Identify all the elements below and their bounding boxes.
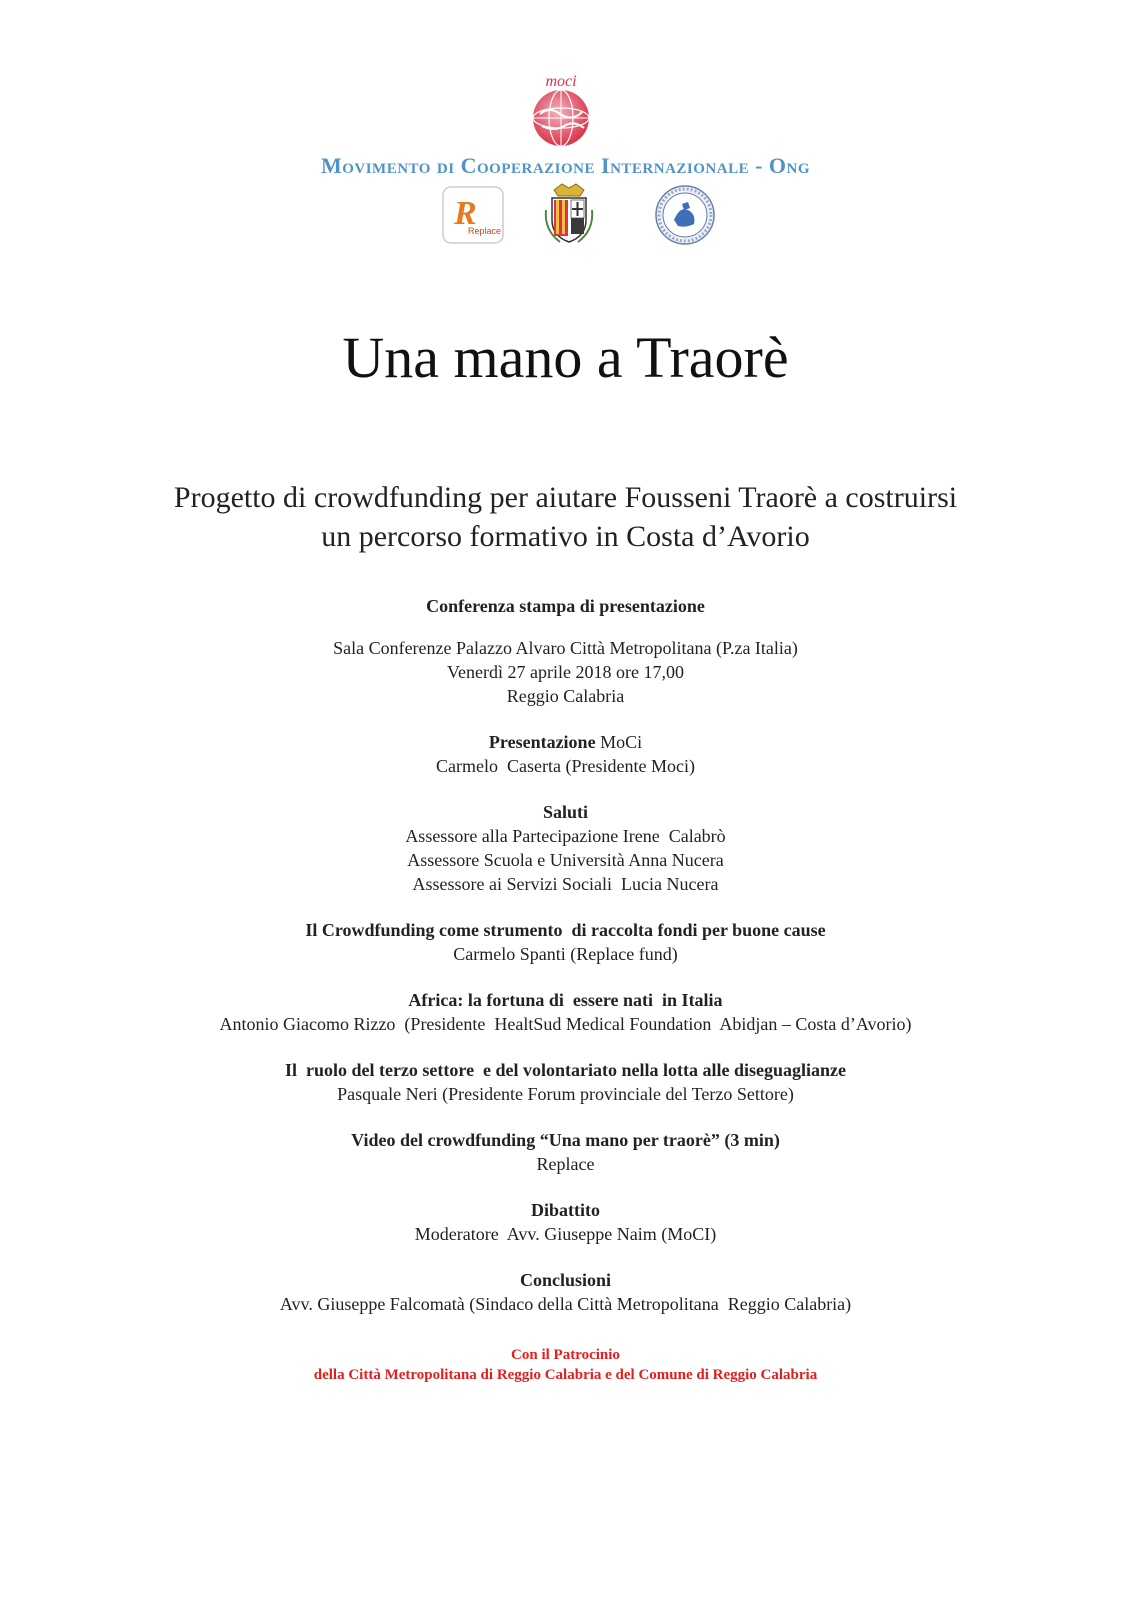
date-line: Venerdì 27 aprile 2018 ore 17,00 bbox=[447, 662, 684, 682]
subtitle-line-1: Progetto di crowdfunding per aiutare Fousseni Traorè a costruirsi bbox=[173, 481, 958, 514]
crowdfunding-heading: Il Crowdfunding come strumento di raccolta fondi per buone cause bbox=[305, 920, 826, 940]
metropolitan-seal-icon bbox=[654, 184, 716, 246]
africa-heading: Africa: la fortuna di essere nati in Italia bbox=[408, 990, 723, 1010]
svg-text:R: R bbox=[454, 195, 477, 232]
page-title: Una mano a Traorè bbox=[342, 325, 789, 390]
video-heading: Video del crowdfunding “Una mano per traorè” (3 min) bbox=[351, 1130, 780, 1150]
video-speaker: Replace bbox=[536, 1154, 595, 1174]
conference-heading: Conferenza stampa di presentazione bbox=[426, 596, 705, 616]
video-block bbox=[40, 1128, 1091, 1176]
presentazione-block bbox=[40, 730, 1091, 778]
moci-globe-logo bbox=[520, 70, 602, 152]
city-crest-icon bbox=[540, 180, 598, 246]
program bbox=[40, 594, 1091, 1338]
saluti-line-3: Assessore ai Servizi Sociali Lucia Nucera bbox=[412, 874, 719, 894]
patronage-line-1: Con il Patrocinio bbox=[511, 1347, 620, 1363]
patronage-line-2: della Città Metropolitana di Reggio Calabria e del Comune di Reggio Calabria bbox=[313, 1367, 818, 1383]
saluti-line-1: Assessore alla Partecipazione Irene Calabrò bbox=[405, 826, 726, 846]
venue-line: Sala Conferenze Palazzo Alvaro Città Metropolitana (P.za Italia) bbox=[333, 638, 798, 658]
subtitle-line-2: un percorso formativo in Costa d’Avorio bbox=[321, 520, 810, 553]
patronage-note bbox=[0, 1345, 1131, 1385]
partner-logos bbox=[0, 180, 1131, 250]
saluti-block bbox=[40, 800, 1091, 896]
conclusioni-speaker: Avv. Giuseppe Falcomatà (Sindaco della Città Metropolitana Reggio Calabria) bbox=[279, 1294, 852, 1314]
svg-text:moci: moci bbox=[545, 73, 577, 90]
terzo-settore-speaker: Pasquale Neri (Presidente Forum provinciale del Terzo Settore) bbox=[337, 1084, 794, 1104]
presentazione-heading-bold: Presentazione bbox=[488, 732, 596, 752]
city-line: Reggio Calabria bbox=[506, 686, 625, 706]
presentazione-speaker: Carmelo Caserta (Presidente Moci) bbox=[436, 756, 695, 776]
crowdfunding-speaker: Carmelo Spanti (Replace fund) bbox=[453, 944, 678, 964]
svg-text:Replace: Replace bbox=[468, 226, 502, 236]
saluti-line-2: Assessore Scuola e Università Anna Nucera bbox=[407, 850, 724, 870]
conclusioni-block bbox=[40, 1268, 1091, 1316]
terzo-settore-block bbox=[40, 1058, 1091, 1106]
presentazione-heading bbox=[40, 730, 1091, 754]
africa-block bbox=[40, 988, 1091, 1036]
dibattito-block bbox=[40, 1198, 1091, 1246]
presentazione-heading-rest: MoCi bbox=[595, 732, 643, 752]
venue-block bbox=[40, 636, 1091, 708]
terzo-settore-heading: Il ruolo del terzo settore e del volontariato nella lotta alle diseguaglianze bbox=[284, 1060, 847, 1080]
saluti-heading: Saluti bbox=[542, 802, 589, 822]
conclusioni-heading: Conclusioni bbox=[519, 1270, 612, 1290]
dibattito-speaker: Moderatore Avv. Giuseppe Naim (MoCI) bbox=[414, 1224, 717, 1244]
replace-logo bbox=[442, 186, 504, 244]
crowdfunding-block bbox=[40, 918, 1091, 966]
africa-speaker: Antonio Giacomo Rizzo (Presidente HealtSud Medical Foundation Abidjan – Costa d’Avorio) bbox=[219, 1014, 912, 1034]
organization-name: Movimento di Cooperazione Internazionale - Ong bbox=[320, 153, 811, 178]
subtitle bbox=[60, 478, 1071, 556]
dibattito-heading: Dibattito bbox=[531, 1200, 600, 1220]
